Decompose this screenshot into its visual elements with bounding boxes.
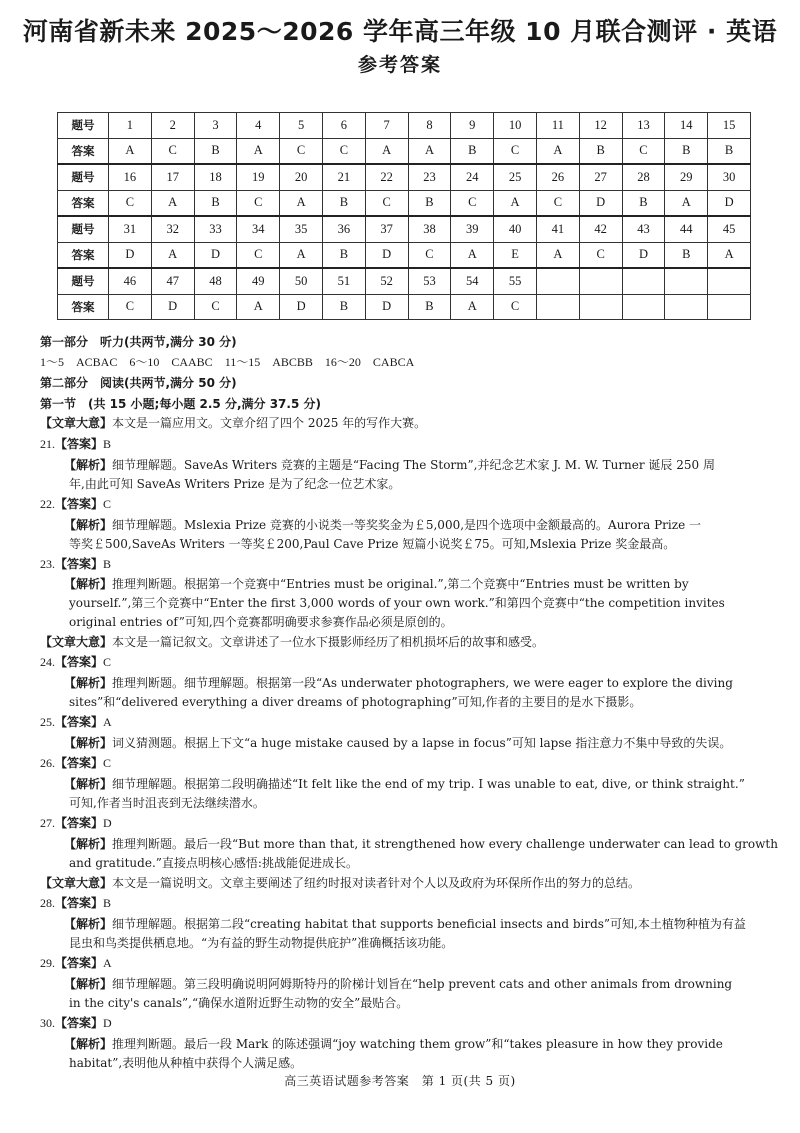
analysis-tag: 【解析】: [64, 917, 113, 931]
question-number-cell: 11: [536, 113, 579, 139]
question-number-cell: 37: [365, 216, 408, 242]
answer-cell: C: [194, 294, 237, 320]
analysis-tag: 【解析】: [64, 676, 113, 690]
answer-cell: B: [665, 138, 708, 164]
question-number-cell: 24: [451, 164, 494, 190]
row-label: 答案: [58, 294, 109, 320]
question-number-cell: 53: [408, 268, 451, 294]
question-number-cell: 36: [322, 216, 365, 242]
answer-tag: 【答案】: [55, 1016, 104, 1030]
analysis-text: 细节理解题。第三段明确说明阿姆斯特丹的阶梯计划旨在“help prevent cats and other animals from drowning: [112, 977, 733, 991]
question-number-cell: 22: [365, 164, 408, 190]
question-number: 24.: [40, 655, 55, 669]
answer-cell: B: [665, 242, 708, 268]
part1-heading: 第一部分 听力(共两节,满分 30 分): [40, 335, 237, 349]
question-28-analysis: [64, 916, 754, 932]
analysis-tag: 【解析】: [64, 518, 113, 532]
answer-value: A: [103, 715, 112, 729]
analysis-text: 年,由此可知 SaveAs Writers Prize 是为了纪念一位艺术家。: [69, 477, 401, 491]
question-number: 23.: [40, 557, 55, 571]
question-number-row: [58, 216, 751, 242]
question-number-cell: 33: [194, 216, 237, 242]
answer-cell: A: [237, 294, 280, 320]
answer-cell: B: [708, 138, 751, 164]
question-number-cell: [708, 268, 751, 294]
answer-value: C: [103, 497, 112, 511]
question-number-cell: 1: [109, 113, 152, 139]
answer-value: A: [103, 956, 112, 970]
row-label: 题号: [58, 268, 109, 294]
summary-tag: 【文章大意】: [40, 416, 113, 430]
question-number: 26.: [40, 756, 55, 770]
question-number-cell: 46: [109, 268, 152, 294]
row-label: 答案: [58, 242, 109, 268]
question-number: 27.: [40, 816, 55, 830]
question-number-cell: 40: [494, 216, 537, 242]
answer-cell: C: [451, 190, 494, 216]
question-number-cell: 30: [708, 164, 751, 190]
question-number-cell: [579, 268, 622, 294]
answer-cell: [622, 294, 665, 320]
answer-cell: [536, 294, 579, 320]
question-number-cell: 17: [151, 164, 194, 190]
question-number-row: [58, 268, 751, 294]
question-number-cell: 49: [237, 268, 280, 294]
analysis-text: original entries of”可知,四个竞赛都明确要求参赛作品必须是原创的。: [69, 615, 453, 629]
question-number-cell: 5: [280, 113, 323, 139]
question-number-cell: 20: [280, 164, 323, 190]
analysis-text: 推理判断题。根据第一个竞赛中“Entries must be original.”,第二个竞赛中“Entries must be written by: [112, 577, 689, 591]
answer-cell: C: [622, 138, 665, 164]
analysis-text: 昆虫和鸟类提供栖息地。“为有益的野生动物提供庇护”准确概括该功能。: [69, 936, 454, 950]
question-26-answer: [40, 755, 770, 771]
analysis-text: 细节理解题。Mslexia Prize 竞赛的小说类一等奖奖金为￡5,000,是四个选项中金额最高的。Aurora Prize 一: [112, 518, 701, 532]
summary-tag: 【文章大意】: [40, 635, 113, 649]
question-29-analysis: [64, 976, 754, 992]
question-number-cell: 52: [365, 268, 408, 294]
answer-cell: A: [408, 138, 451, 164]
analysis-tag: 【解析】: [64, 577, 113, 591]
answer-tag: 【答案】: [55, 497, 104, 511]
answer-cell: C: [237, 242, 280, 268]
answer-tag: 【答案】: [55, 557, 104, 571]
question-24-analysis: [64, 675, 754, 691]
answer-tag: 【答案】: [55, 956, 104, 970]
question-26-analysis: [64, 776, 754, 792]
answer-cell: A: [536, 138, 579, 164]
question-30-answer: [40, 1015, 770, 1031]
analysis-text: and gratitude.”直接点明核心感悟:挑战能促进成长。: [69, 856, 358, 870]
analysis-text: 推理判断题。最后一段 Mark 的陈述强调“joy watching them grow”和“takes pleasure in how they provide: [112, 1037, 723, 1051]
answer-cell: A: [451, 294, 494, 320]
analysis-text: 细节理解题。SaveAs Writers 竞赛的主题是“Facing The Storm”,并纪念艺术家 J. M. W. Turner 诞辰 250 周: [112, 458, 715, 472]
answer-tag: 【答案】: [55, 715, 104, 729]
answer-cell: D: [579, 190, 622, 216]
answer-value: D: [103, 816, 112, 830]
question-number-cell: 9: [451, 113, 494, 139]
analysis-tag: 【解析】: [64, 977, 113, 991]
answer-cell: A: [451, 242, 494, 268]
question-number-cell: 50: [280, 268, 323, 294]
question-number-cell: 45: [708, 216, 751, 242]
passage-summary: [40, 634, 770, 650]
question-number-cell: 31: [109, 216, 152, 242]
answer-cell: A: [494, 190, 537, 216]
part1-answers: 1～5 ACBAC 6～10 CAABC 11～15 ABCBB 16～20 CABCA: [40, 355, 415, 369]
question-number-cell: 10: [494, 113, 537, 139]
question-number-cell: 51: [322, 268, 365, 294]
analysis-text: 可知,作者当时沮丧到无法继续潜水。: [69, 796, 265, 810]
question-number-cell: 14: [665, 113, 708, 139]
row-label: 答案: [58, 190, 109, 216]
analysis-tag: 【解析】: [64, 1037, 113, 1051]
part2-heading: 第二部分 阅读(共两节,满分 50 分): [40, 376, 237, 390]
answer-cell: C: [494, 138, 537, 164]
answer-cell: A: [665, 190, 708, 216]
answer-cell: C: [322, 138, 365, 164]
question-number-cell: [622, 268, 665, 294]
answer-cell: A: [151, 242, 194, 268]
question-number-cell: 21: [322, 164, 365, 190]
question-number-cell: 23: [408, 164, 451, 190]
answer-cell: D: [109, 242, 152, 268]
answer-cell: C: [280, 138, 323, 164]
question-number-cell: 13: [622, 113, 665, 139]
answer-cell: B: [579, 138, 622, 164]
page-subtitle: 参考答案: [357, 54, 442, 76]
question-number-cell: 29: [665, 164, 708, 190]
summary-text: 本文是一篇说明文。文章主要阐述了纽约时报对读者针对个人以及政府为环保所作出的努力的总结。: [112, 876, 641, 890]
answer-cell: C: [365, 190, 408, 216]
answer-cell: [665, 294, 708, 320]
question-23-answer: [40, 556, 770, 572]
analysis-text: yourself.”,第三个竞赛中“Enter the first 3,000 words of your own work.”和第四个竞赛中“the competition invites: [69, 596, 725, 610]
question-number-cell: 6: [322, 113, 365, 139]
answer-cell: A: [237, 138, 280, 164]
question-28-answer: [40, 895, 770, 911]
question-number-cell: 54: [451, 268, 494, 294]
row-label: 题号: [58, 113, 109, 139]
answer-tag: 【答案】: [55, 756, 104, 770]
analysis-text: in the city's canals”,“确保水道附近野生动物的安全”最贴合。: [69, 996, 409, 1010]
answer-tag: 【答案】: [55, 655, 104, 669]
question-number: 22.: [40, 497, 55, 511]
question-number-cell: 41: [536, 216, 579, 242]
question-number-cell: 39: [451, 216, 494, 242]
question-number-cell: 47: [151, 268, 194, 294]
answer-row: [58, 294, 751, 320]
question-29-answer: [40, 955, 770, 971]
row-label: 答案: [58, 138, 109, 164]
question-21-analysis: [64, 457, 754, 473]
question-30-analysis: [64, 1036, 754, 1052]
answer-tag: 【答案】: [55, 816, 104, 830]
question-number: 25.: [40, 715, 55, 729]
answer-cell: D: [365, 242, 408, 268]
analysis-tag: 【解析】: [64, 837, 113, 851]
answer-value: C: [103, 655, 112, 669]
question-number: 30.: [40, 1016, 55, 1030]
question-27-analysis: [64, 836, 778, 852]
answer-tag: 【答案】: [55, 896, 104, 910]
answer-cell: A: [708, 242, 751, 268]
answer-cell: C: [237, 190, 280, 216]
question-25-answer: [40, 714, 770, 730]
answer-cell: C: [536, 190, 579, 216]
section1-heading: 第一节 (共 15 小题;每小题 2.5 分,满分 37.5 分): [40, 397, 321, 411]
row-label: 题号: [58, 216, 109, 242]
question-number-cell: 16: [109, 164, 152, 190]
answer-cell: D: [280, 294, 323, 320]
page-title: 河南省新未来 2025～2026 学年高三年级 10 月联合测评 · 英语: [22, 17, 778, 46]
question-number-cell: 28: [622, 164, 665, 190]
question-number-cell: 12: [579, 113, 622, 139]
answer-cell: B: [322, 294, 365, 320]
question-number-cell: 19: [237, 164, 280, 190]
question-number-cell: 43: [622, 216, 665, 242]
passage-summary: [40, 875, 770, 891]
question-number: 29.: [40, 956, 55, 970]
question-24-answer: [40, 654, 770, 670]
question-22-answer: [40, 496, 770, 512]
answer-cell: D: [622, 242, 665, 268]
answer-cell: C: [579, 242, 622, 268]
question-number-cell: 27: [579, 164, 622, 190]
answer-cell: A: [280, 242, 323, 268]
answer-cell: A: [536, 242, 579, 268]
analysis-tag: 【解析】: [64, 736, 113, 750]
analysis-text: 词义猜测题。根据上下文“a huge mistake caused by a lapse in focus”可知 lapse 指注意力不集中导致的失误。: [112, 736, 732, 750]
answer-value: B: [103, 557, 112, 571]
question-27-answer: [40, 815, 770, 831]
question-22-analysis: [64, 517, 754, 533]
answer-cell: [708, 294, 751, 320]
question-number-cell: 7: [365, 113, 408, 139]
answer-cell: B: [322, 242, 365, 268]
question-number-cell: 48: [194, 268, 237, 294]
answer-cell: B: [408, 190, 451, 216]
page-footer: 高三英语试题参考答案 第 1 页(共 5 页): [284, 1074, 516, 1088]
analysis-text: sites”和“delivered everything a diver dreams of photographing”可知,作者的主要目的是水下摄影。: [69, 695, 642, 709]
analysis-text: habitat”,表明他从种植中获得个人满足感。: [69, 1056, 303, 1070]
passage-summary: [40, 415, 770, 431]
answer-row: [58, 138, 751, 164]
answer-cell: E: [494, 242, 537, 268]
answer-cell: C: [109, 294, 152, 320]
question-number-cell: 2: [151, 113, 194, 139]
answer-cell: B: [622, 190, 665, 216]
summary-tag: 【文章大意】: [40, 876, 113, 890]
question-number-cell: 55: [494, 268, 537, 294]
answer-cell: A: [280, 190, 323, 216]
answer-cell: D: [365, 294, 408, 320]
question-number-cell: [536, 268, 579, 294]
question-number-cell: 32: [151, 216, 194, 242]
summary-text: 本文是一篇应用文。文章介绍了四个 2025 年的写作大赛。: [112, 416, 427, 430]
question-number-cell: 15: [708, 113, 751, 139]
question-23-analysis: [64, 576, 754, 592]
question-25-analysis: [64, 735, 754, 751]
question-number-cell: 18: [194, 164, 237, 190]
answer-value: C: [103, 756, 112, 770]
question-number-row: [58, 164, 751, 190]
question-number: 28.: [40, 896, 55, 910]
analysis-text: 等奖￡500,SaveAs Writers 一等奖￡200,Paul Cave Prize 短篇小说奖￡75。可知,Mslexia Prize 奖金最高。: [69, 537, 676, 551]
answer-cell: C: [109, 190, 152, 216]
answer-value: B: [103, 896, 112, 910]
answer-cell: D: [708, 190, 751, 216]
answer-cell: C: [408, 242, 451, 268]
answer-cell: B: [408, 294, 451, 320]
question-number-cell: 3: [194, 113, 237, 139]
answer-cell: A: [151, 190, 194, 216]
answer-cell: A: [109, 138, 152, 164]
question-number-cell: 35: [280, 216, 323, 242]
answer-cell: D: [151, 294, 194, 320]
analysis-text: 细节理解题。根据第二段明确描述“It felt like the end of my trip. I was unable to eat, dive, or think straight.”: [112, 777, 745, 791]
answer-cell: B: [194, 138, 237, 164]
question-21-answer: [40, 436, 770, 452]
question-number-cell: 38: [408, 216, 451, 242]
question-number-cell: 42: [579, 216, 622, 242]
analysis-text: 细节理解题。根据第二段“creating habitat that supports beneficial insects and birds”可知,本土植物种植为有益: [112, 917, 746, 931]
answer-cell: C: [494, 294, 537, 320]
analysis-text: 推理判断题。最后一段“But more than that, it strengthened how every challenge underwater can lead to growth: [112, 837, 778, 851]
question-number-cell: [665, 268, 708, 294]
question-number: 21.: [40, 437, 55, 451]
summary-text: 本文是一篇记叙文。文章讲述了一位水下摄影师经历了相机损坏后的故事和感受。: [112, 635, 545, 649]
answer-row: [58, 190, 751, 216]
answer-row: [58, 242, 751, 268]
question-number-row: [58, 113, 751, 139]
answer-value: B: [103, 437, 112, 451]
analysis-tag: 【解析】: [64, 777, 113, 791]
answer-value: D: [103, 1016, 112, 1030]
question-number-cell: 34: [237, 216, 280, 242]
answer-cell: C: [151, 138, 194, 164]
answer-cell: A: [365, 138, 408, 164]
question-number-cell: 25: [494, 164, 537, 190]
row-label: 题号: [58, 164, 109, 190]
question-number-cell: 44: [665, 216, 708, 242]
analysis-tag: 【解析】: [64, 458, 113, 472]
question-number-cell: 8: [408, 113, 451, 139]
answer-cell: [579, 294, 622, 320]
answer-cell: B: [194, 190, 237, 216]
question-number-cell: 26: [536, 164, 579, 190]
answer-cell: B: [451, 138, 494, 164]
answer-table: [57, 112, 751, 320]
answer-cell: B: [322, 190, 365, 216]
answer-tag: 【答案】: [55, 437, 104, 451]
question-number-cell: 4: [237, 113, 280, 139]
answer-cell: D: [194, 242, 237, 268]
analysis-text: 推理判断题。细节理解题。根据第一段“As underwater photographers, we were eager to explore the diving: [112, 676, 733, 690]
